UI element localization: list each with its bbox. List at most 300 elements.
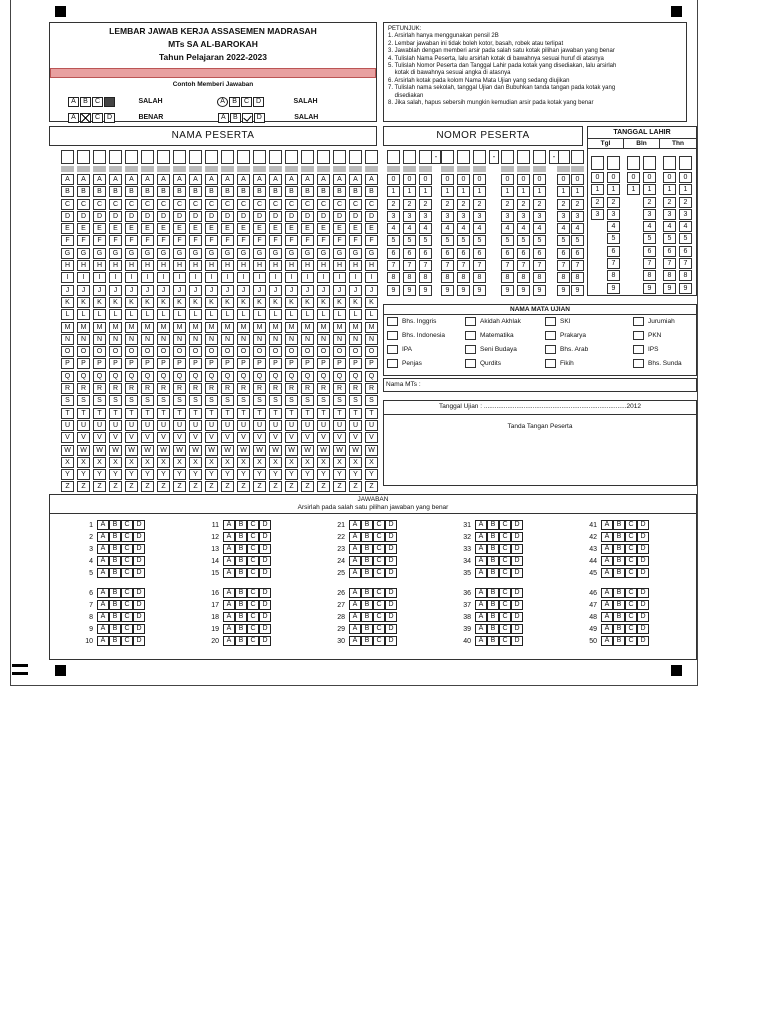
name-entry-box[interactable] [189, 150, 202, 164]
name-bubble[interactable]: Q [285, 371, 298, 382]
name-bubble[interactable]: F [93, 235, 106, 246]
name-bubble[interactable]: N [221, 334, 234, 345]
name-bubble[interactable]: N [109, 334, 122, 345]
name-bubble[interactable]: E [221, 223, 234, 234]
tanggal-lahir-bubble[interactable]: 2 [607, 197, 620, 208]
nomor-bubble[interactable]: 0 [441, 174, 454, 185]
name-bubble[interactable]: M [77, 322, 90, 333]
answer-bubble[interactable]: A [97, 532, 109, 542]
name-bubble[interactable]: F [77, 235, 90, 246]
name-bubble[interactable]: Y [365, 469, 378, 480]
name-bubble[interactable]: M [205, 322, 218, 333]
name-bubble[interactable]: G [237, 248, 250, 259]
name-bubble[interactable]: K [237, 297, 250, 308]
answer-bubble[interactable]: D [637, 544, 649, 554]
nomor-bubble[interactable]: 4 [419, 223, 432, 234]
answer-bubble[interactable]: D [259, 556, 271, 566]
answer-bubble[interactable]: D [133, 520, 145, 530]
name-bubble[interactable]: Z [349, 481, 362, 492]
nomor-entry-box[interactable] [403, 150, 416, 164]
name-bubble[interactable]: B [221, 186, 234, 197]
answer-bubble[interactable]: D [133, 624, 145, 634]
name-bubble[interactable]: G [349, 248, 362, 259]
name-bubble[interactable]: S [317, 395, 330, 406]
name-entry-box[interactable] [109, 150, 122, 164]
tanggal-lahir-bubble[interactable]: 3 [679, 209, 692, 220]
name-bubble[interactable]: I [61, 272, 74, 283]
answer-bubble[interactable]: A [97, 612, 109, 622]
name-bubble[interactable]: P [157, 358, 170, 369]
name-bubble[interactable]: Y [77, 469, 90, 480]
answer-bubble[interactable]: D [385, 520, 397, 530]
name-bubble[interactable]: U [173, 420, 186, 431]
name-bubble[interactable]: X [205, 457, 218, 468]
nomor-bubble[interactable]: 2 [419, 199, 432, 210]
name-bubble[interactable]: T [317, 408, 330, 419]
answer-bubble[interactable]: A [601, 568, 613, 578]
name-bubble[interactable]: R [333, 383, 346, 394]
name-bubble[interactable]: X [189, 457, 202, 468]
name-bubble[interactable]: I [333, 272, 346, 283]
tanggal-lahir-bubble[interactable]: 5 [643, 233, 656, 244]
nomor-bubble[interactable]: 5 [441, 235, 454, 246]
nomor-bubble[interactable]: 3 [557, 211, 570, 222]
name-bubble[interactable]: J [157, 285, 170, 296]
nomor-bubble[interactable]: 5 [387, 235, 400, 246]
name-bubble[interactable]: Z [61, 481, 74, 492]
name-bubble[interactable]: M [365, 322, 378, 333]
answer-bubble[interactable]: A [601, 520, 613, 530]
tanggal-lahir-bubble[interactable]: 3 [643, 209, 656, 220]
name-bubble[interactable]: S [141, 395, 154, 406]
answer-bubble[interactable]: C [373, 532, 385, 542]
name-bubble[interactable]: X [125, 457, 138, 468]
nomor-bubble[interactable]: 2 [501, 199, 514, 210]
nomor-bubble[interactable]: 9 [571, 285, 584, 296]
subject-option[interactable] [465, 331, 514, 340]
name-bubble[interactable]: R [317, 383, 330, 394]
name-bubble[interactable]: G [189, 248, 202, 259]
name-bubble[interactable]: W [109, 445, 122, 456]
name-bubble[interactable]: K [189, 297, 202, 308]
subject-option[interactable] [387, 345, 412, 354]
name-bubble[interactable]: X [285, 457, 298, 468]
name-bubble[interactable]: C [333, 199, 346, 210]
answer-bubble[interactable]: B [613, 600, 625, 610]
answer-bubble[interactable]: A [223, 612, 235, 622]
nomor-bubble[interactable]: 9 [403, 285, 416, 296]
name-entry-box[interactable] [349, 150, 362, 164]
answer-bubble[interactable]: B [235, 544, 247, 554]
nomor-bubble[interactable]: 3 [517, 211, 530, 222]
nomor-bubble[interactable]: 8 [517, 272, 530, 283]
name-bubble[interactable]: E [205, 223, 218, 234]
name-bubble[interactable]: T [61, 408, 74, 419]
name-bubble[interactable]: N [269, 334, 282, 345]
answer-bubble[interactable]: A [223, 568, 235, 578]
name-bubble[interactable]: I [173, 272, 186, 283]
name-bubble[interactable]: N [301, 334, 314, 345]
answer-bubble[interactable]: A [223, 624, 235, 634]
name-bubble[interactable]: J [189, 285, 202, 296]
name-bubble[interactable]: T [205, 408, 218, 419]
name-bubble[interactable]: L [93, 309, 106, 320]
answer-bubble[interactable]: B [235, 600, 247, 610]
tanggal-lahir-bubble[interactable]: 7 [679, 258, 692, 269]
nomor-bubble[interactable]: 2 [473, 199, 486, 210]
answer-bubble[interactable]: A [349, 532, 361, 542]
name-bubble[interactable]: Z [285, 481, 298, 492]
nomor-bubble[interactable]: 8 [457, 272, 470, 283]
answer-bubble[interactable]: C [121, 568, 133, 578]
name-bubble[interactable]: W [237, 445, 250, 456]
name-entry-box[interactable] [317, 150, 330, 164]
nomor-entry-box[interactable] [517, 150, 530, 164]
name-bubble[interactable]: H [317, 260, 330, 271]
name-bubble[interactable]: K [285, 297, 298, 308]
answer-bubble[interactable]: C [247, 588, 259, 598]
answer-bubble[interactable]: B [613, 544, 625, 554]
name-bubble[interactable]: S [125, 395, 138, 406]
name-bubble[interactable]: T [93, 408, 106, 419]
name-bubble[interactable]: X [333, 457, 346, 468]
nomor-bubble[interactable]: 6 [403, 248, 416, 259]
name-bubble[interactable]: G [173, 248, 186, 259]
answer-bubble[interactable]: C [373, 520, 385, 530]
nomor-bubble[interactable]: 5 [419, 235, 432, 246]
nomor-bubble[interactable]: 3 [403, 211, 416, 222]
name-bubble[interactable]: E [317, 223, 330, 234]
answer-bubble[interactable]: C [499, 544, 511, 554]
answer-bubble[interactable]: D [511, 612, 523, 622]
nomor-bubble[interactable]: 8 [441, 272, 454, 283]
nomor-bubble[interactable]: 3 [533, 211, 546, 222]
answer-bubble[interactable]: C [625, 544, 637, 554]
name-bubble[interactable]: E [93, 223, 106, 234]
name-bubble[interactable]: N [237, 334, 250, 345]
nomor-bubble[interactable]: 0 [457, 174, 470, 185]
nomor-bubble[interactable]: 2 [403, 199, 416, 210]
name-bubble[interactable]: K [125, 297, 138, 308]
answer-bubble[interactable]: C [373, 556, 385, 566]
name-bubble[interactable]: U [301, 420, 314, 431]
answer-bubble[interactable]: B [235, 520, 247, 530]
tanggal-lahir-bubble[interactable]: 3 [663, 209, 676, 220]
answer-bubble[interactable]: D [259, 612, 271, 622]
answer-bubble[interactable]: D [259, 600, 271, 610]
nomor-bubble[interactable]: 7 [571, 260, 584, 271]
name-bubble[interactable]: Q [269, 371, 282, 382]
name-bubble[interactable]: N [77, 334, 90, 345]
name-bubble[interactable]: D [205, 211, 218, 222]
tanggal-lahir-bubble[interactable]: 4 [643, 221, 656, 232]
name-bubble[interactable]: A [221, 174, 234, 185]
name-bubble[interactable]: V [205, 432, 218, 443]
subject-checkbox[interactable] [545, 317, 556, 326]
answer-bubble[interactable]: D [133, 568, 145, 578]
answer-bubble[interactable]: C [625, 612, 637, 622]
name-bubble[interactable]: I [285, 272, 298, 283]
name-bubble[interactable]: O [253, 346, 266, 357]
name-bubble[interactable]: V [365, 432, 378, 443]
answer-bubble[interactable]: A [349, 636, 361, 646]
answer-bubble[interactable]: B [235, 532, 247, 542]
name-bubble[interactable]: O [189, 346, 202, 357]
name-bubble[interactable]: O [221, 346, 234, 357]
nomor-bubble[interactable]: 6 [419, 248, 432, 259]
name-bubble[interactable]: U [269, 420, 282, 431]
name-bubble[interactable]: Z [221, 481, 234, 492]
name-bubble[interactable]: H [349, 260, 362, 271]
answer-bubble[interactable]: A [601, 612, 613, 622]
name-bubble[interactable]: U [349, 420, 362, 431]
name-bubble[interactable]: P [285, 358, 298, 369]
name-bubble[interactable]: V [125, 432, 138, 443]
name-bubble[interactable]: P [173, 358, 186, 369]
nomor-bubble[interactable]: 9 [457, 285, 470, 296]
name-bubble[interactable]: F [61, 235, 74, 246]
nomor-bubble[interactable]: 7 [403, 260, 416, 271]
nomor-bubble[interactable]: 4 [473, 223, 486, 234]
answer-bubble[interactable]: B [487, 636, 499, 646]
name-bubble[interactable]: Y [189, 469, 202, 480]
tanggal-lahir-bubble[interactable]: 1 [643, 184, 656, 195]
nomor-bubble[interactable]: 7 [501, 260, 514, 271]
name-bubble[interactable]: Z [205, 481, 218, 492]
nomor-bubble[interactable]: 4 [533, 223, 546, 234]
name-bubble[interactable]: D [77, 211, 90, 222]
nomor-bubble[interactable]: 4 [403, 223, 416, 234]
name-bubble[interactable]: L [173, 309, 186, 320]
answer-bubble[interactable]: B [109, 556, 121, 566]
name-bubble[interactable]: G [77, 248, 90, 259]
name-bubble[interactable]: F [109, 235, 122, 246]
subject-option[interactable] [465, 345, 517, 354]
name-bubble[interactable]: A [333, 174, 346, 185]
name-bubble[interactable]: I [349, 272, 362, 283]
answer-bubble[interactable]: B [487, 588, 499, 598]
answer-bubble[interactable]: A [97, 600, 109, 610]
answer-bubble[interactable]: C [625, 568, 637, 578]
name-bubble[interactable]: L [77, 309, 90, 320]
name-bubble[interactable]: R [205, 383, 218, 394]
tanggal-lahir-bubble[interactable]: 1 [607, 184, 620, 195]
name-bubble[interactable]: P [365, 358, 378, 369]
name-bubble[interactable]: H [93, 260, 106, 271]
answer-bubble[interactable]: D [511, 636, 523, 646]
answer-bubble[interactable]: D [637, 624, 649, 634]
name-bubble[interactable]: B [301, 186, 314, 197]
name-bubble[interactable]: C [349, 199, 362, 210]
name-bubble[interactable]: C [157, 199, 170, 210]
nomor-bubble[interactable]: 0 [557, 174, 570, 185]
tanggal-ujian-field[interactable]: Tanggal Ujian : ...............................................................................2012 [384, 401, 696, 415]
name-bubble[interactable]: N [349, 334, 362, 345]
subject-checkbox[interactable] [545, 331, 556, 340]
name-bubble[interactable]: K [77, 297, 90, 308]
nomor-bubble[interactable]: 8 [501, 272, 514, 283]
tanggal-lahir-bubble[interactable]: 2 [643, 197, 656, 208]
name-bubble[interactable]: O [365, 346, 378, 357]
nomor-bubble[interactable]: 1 [533, 186, 546, 197]
name-bubble[interactable]: A [93, 174, 106, 185]
answer-bubble[interactable]: B [109, 600, 121, 610]
nomor-bubble[interactable]: 6 [441, 248, 454, 259]
nomor-bubble[interactable]: 4 [517, 223, 530, 234]
name-bubble[interactable]: D [173, 211, 186, 222]
nomor-bubble[interactable]: 7 [419, 260, 432, 271]
subject-checkbox[interactable] [465, 331, 476, 340]
name-bubble[interactable]: E [301, 223, 314, 234]
name-bubble[interactable]: R [109, 383, 122, 394]
name-bubble[interactable]: Z [189, 481, 202, 492]
name-bubble[interactable]: G [301, 248, 314, 259]
answer-bubble[interactable]: C [499, 556, 511, 566]
name-bubble[interactable]: F [349, 235, 362, 246]
nomor-bubble[interactable]: 2 [571, 199, 584, 210]
name-bubble[interactable]: N [173, 334, 186, 345]
nomor-bubble[interactable]: 5 [473, 235, 486, 246]
name-bubble[interactable]: J [349, 285, 362, 296]
name-bubble[interactable]: D [141, 211, 154, 222]
name-entry-box[interactable] [125, 150, 138, 164]
answer-bubble[interactable]: B [361, 556, 373, 566]
nomor-bubble[interactable]: 0 [419, 174, 432, 185]
name-bubble[interactable]: X [237, 457, 250, 468]
nomor-bubble[interactable]: 7 [441, 260, 454, 271]
name-bubble[interactable]: Y [237, 469, 250, 480]
name-bubble[interactable]: G [109, 248, 122, 259]
answer-bubble[interactable]: D [637, 612, 649, 622]
name-bubble[interactable]: S [237, 395, 250, 406]
answer-bubble[interactable]: A [601, 556, 613, 566]
answer-bubble[interactable]: B [361, 568, 373, 578]
answer-bubble[interactable]: D [385, 636, 397, 646]
name-bubble[interactable]: O [141, 346, 154, 357]
name-bubble[interactable]: L [237, 309, 250, 320]
name-bubble[interactable]: O [61, 346, 74, 357]
name-bubble[interactable]: V [157, 432, 170, 443]
nomor-bubble[interactable]: 1 [517, 186, 530, 197]
name-bubble[interactable]: V [173, 432, 186, 443]
name-bubble[interactable]: Z [125, 481, 138, 492]
answer-bubble[interactable]: B [235, 612, 247, 622]
answer-bubble[interactable]: D [637, 556, 649, 566]
name-bubble[interactable]: J [205, 285, 218, 296]
name-bubble[interactable]: T [269, 408, 282, 419]
name-bubble[interactable]: P [237, 358, 250, 369]
name-bubble[interactable]: R [61, 383, 74, 394]
name-bubble[interactable]: K [61, 297, 74, 308]
name-bubble[interactable]: K [333, 297, 346, 308]
answer-bubble[interactable]: A [475, 612, 487, 622]
name-bubble[interactable]: G [157, 248, 170, 259]
name-bubble[interactable]: X [221, 457, 234, 468]
name-bubble[interactable]: G [125, 248, 138, 259]
nomor-entry-box[interactable] [501, 150, 514, 164]
tanggal-lahir-bubble[interactable]: 9 [663, 283, 676, 294]
tanggal-lahir-entry-box[interactable] [679, 156, 692, 170]
name-bubble[interactable]: F [141, 235, 154, 246]
name-bubble[interactable]: P [205, 358, 218, 369]
nomor-bubble[interactable]: 6 [533, 248, 546, 259]
answer-bubble[interactable]: A [601, 532, 613, 542]
name-bubble[interactable]: W [157, 445, 170, 456]
answer-bubble[interactable]: D [637, 600, 649, 610]
answer-bubble[interactable]: D [385, 568, 397, 578]
subject-option[interactable] [387, 359, 422, 368]
name-bubble[interactable]: C [125, 199, 138, 210]
name-bubble[interactable]: C [173, 199, 186, 210]
name-bubble[interactable]: I [157, 272, 170, 283]
name-bubble[interactable]: X [93, 457, 106, 468]
name-bubble[interactable]: B [125, 186, 138, 197]
name-bubble[interactable]: Y [285, 469, 298, 480]
name-bubble[interactable]: L [125, 309, 138, 320]
name-bubble[interactable]: L [141, 309, 154, 320]
nomor-bubble[interactable]: 5 [571, 235, 584, 246]
name-bubble[interactable]: P [333, 358, 346, 369]
subject-checkbox[interactable] [545, 345, 556, 354]
name-bubble[interactable]: J [221, 285, 234, 296]
name-bubble[interactable]: V [109, 432, 122, 443]
nama-mts-field[interactable] [383, 378, 697, 392]
answer-bubble[interactable]: A [97, 636, 109, 646]
name-bubble[interactable]: B [61, 186, 74, 197]
name-bubble[interactable]: Y [349, 469, 362, 480]
nomor-bubble[interactable]: 9 [533, 285, 546, 296]
name-bubble[interactable]: Q [173, 371, 186, 382]
answer-bubble[interactable]: D [133, 544, 145, 554]
name-bubble[interactable]: H [285, 260, 298, 271]
answer-bubble[interactable]: C [373, 636, 385, 646]
name-bubble[interactable]: A [285, 174, 298, 185]
nomor-bubble[interactable]: 5 [533, 235, 546, 246]
answer-bubble[interactable]: C [625, 588, 637, 598]
subject-option[interactable] [387, 317, 436, 326]
name-bubble[interactable]: B [349, 186, 362, 197]
name-bubble[interactable]: O [237, 346, 250, 357]
answer-bubble[interactable]: C [247, 544, 259, 554]
name-bubble[interactable]: F [221, 235, 234, 246]
tanggal-lahir-bubble[interactable]: 0 [591, 172, 604, 183]
answer-bubble[interactable]: D [385, 588, 397, 598]
nomor-bubble[interactable]: 1 [557, 186, 570, 197]
tanggal-lahir-bubble[interactable]: 9 [607, 283, 620, 294]
tanggal-lahir-entry-box[interactable] [591, 156, 604, 170]
name-bubble[interactable]: S [301, 395, 314, 406]
tanggal-lahir-entry-box[interactable] [643, 156, 656, 170]
answer-bubble[interactable]: B [361, 544, 373, 554]
name-bubble[interactable]: W [301, 445, 314, 456]
nomor-bubble[interactable]: 2 [533, 199, 546, 210]
name-bubble[interactable]: N [365, 334, 378, 345]
subject-checkbox[interactable] [465, 345, 476, 354]
name-bubble[interactable]: N [333, 334, 346, 345]
name-bubble[interactable]: F [237, 235, 250, 246]
subject-option[interactable] [545, 359, 574, 368]
name-bubble[interactable]: P [221, 358, 234, 369]
name-bubble[interactable]: E [61, 223, 74, 234]
nomor-bubble[interactable]: 5 [457, 235, 470, 246]
name-bubble[interactable]: K [317, 297, 330, 308]
name-bubble[interactable]: M [237, 322, 250, 333]
nomor-bubble[interactable]: 6 [473, 248, 486, 259]
nomor-bubble[interactable]: 8 [533, 272, 546, 283]
name-entry-box[interactable] [253, 150, 266, 164]
name-bubble[interactable]: D [365, 211, 378, 222]
name-bubble[interactable]: B [269, 186, 282, 197]
